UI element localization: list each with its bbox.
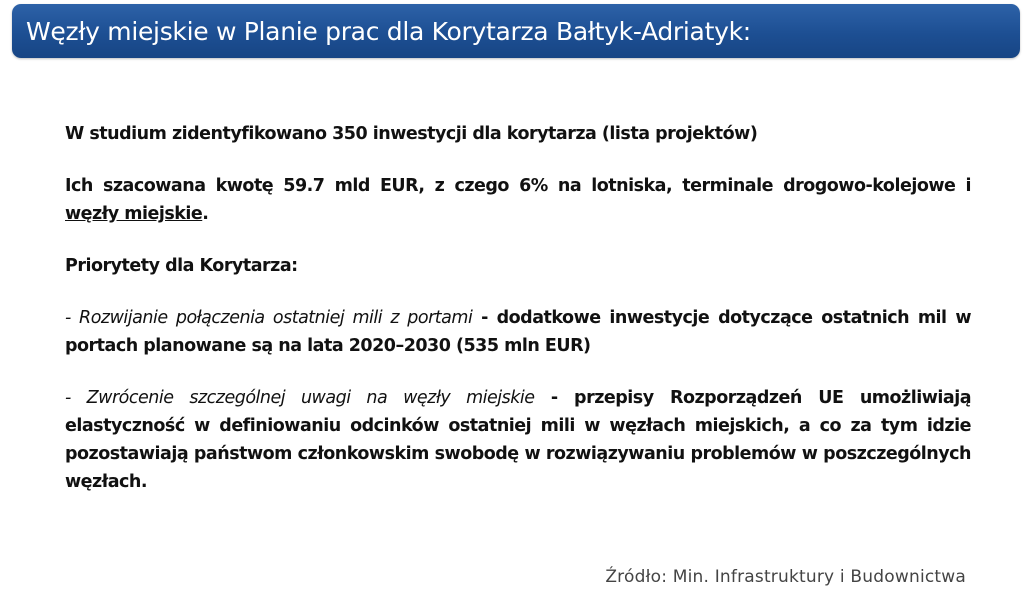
paragraph-priority-urban-nodes <box>65 384 971 496</box>
priority-ports-text: - dodatkowe inwestycje dotyczące ostatnich mil w portach planowane są na lata 2020–2030 (535 mln EUR) <box>65 308 971 356</box>
priorities-heading: Priorytety dla Korytarza: <box>65 256 298 276</box>
investments-text: W studium zidentyfikowano 350 inwestycji dla korytarza (lista projektów) <box>65 124 758 144</box>
paragraph-investments <box>65 120 971 148</box>
paragraph-cost <box>65 172 971 228</box>
title-bar <box>12 4 1020 58</box>
slide-title: Węzły miejskie w Planie prac dla Korytarza Bałtyk-Adriatyk: <box>26 16 751 46</box>
priority-urban-nodes-lead: - Zwrócenie szczególnej uwagi na węzły miejskie <box>65 388 535 408</box>
priority-urban-nodes-text: - przepisy Rozporządzeń UE umożliwiają elastyczność w definiowaniu odcinków ostatniej mili w węzłach miejskich, a co za tym idzie pozostawiają państwom członkowskim swobodę w rozwiązywaniu problemów w poszczególnych węzłach. <box>65 388 972 492</box>
paragraph-priorities-heading <box>65 252 971 280</box>
urban-nodes-underlined: węzły miejskie <box>65 204 203 224</box>
priority-ports-lead: - Rozwijanie połączenia ostatniej mili z portami <box>65 308 473 328</box>
slide-content <box>65 120 971 520</box>
cost-text: Ich szacowana kwotę 59.7 mld EUR, z czego 6% na lotniska, terminale drogowo-kolejowe i <box>65 176 971 196</box>
source-caption: Źródło: Min. Infrastruktury i Budownictwa <box>605 567 966 587</box>
paragraph-priority-ports <box>65 304 971 360</box>
cost-text-end: . <box>202 204 209 224</box>
